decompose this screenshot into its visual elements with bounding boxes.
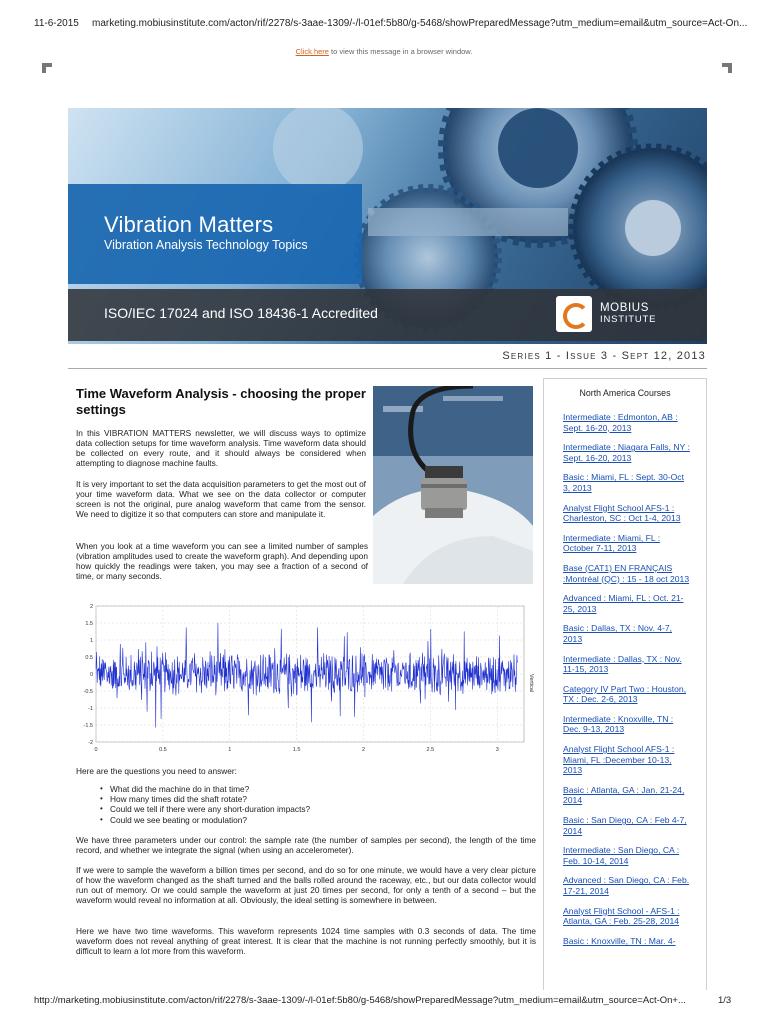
logo-line-1: MOBIUS bbox=[600, 302, 649, 314]
course-link[interactable]: Intermediate : Miami, FL : October 7-11, 2013 bbox=[563, 532, 661, 554]
x-tick-label: 0.5 bbox=[159, 747, 167, 753]
course-link[interactable]: Advanced : Miami, FL : Oct. 21-25, 2013 bbox=[563, 593, 684, 614]
mobius-logo bbox=[556, 294, 701, 334]
issue-line: Series 1 - Issue 3 - Sept 12, 2013 bbox=[502, 350, 706, 362]
print-url: marketing.mobiusinstitute.com/acton/rif/2278/s-3aae-1309/-/l-01ef:5b80/g-5468/showPreparedMessage?utm_medium=email&utm_source=Act-On... bbox=[92, 18, 748, 29]
course-link[interactable]: Advanced : San Diego, CA : Feb. 17-21, 2014 bbox=[563, 875, 690, 896]
page-number: 1/3 bbox=[718, 995, 732, 1006]
y-tick-label: 1.5 bbox=[85, 621, 93, 627]
browser-view-note bbox=[0, 47, 768, 56]
y-tick-label: -1 bbox=[88, 706, 93, 712]
x-tick-label: 2.5 bbox=[426, 747, 435, 753]
sidebar-title: North America Courses bbox=[579, 388, 671, 398]
list-item: • Could we tell if there were any short-duration impacts? bbox=[110, 804, 310, 814]
x-tick-label: 1 bbox=[228, 747, 232, 753]
courses-sidebar bbox=[543, 378, 707, 990]
accelerometer-image bbox=[373, 386, 533, 584]
y-tick-label: 0.5 bbox=[85, 655, 93, 661]
y-tick-label: -2 bbox=[88, 740, 93, 746]
x-tick-label: 2 bbox=[361, 747, 366, 753]
print-date: 11-6-2015 bbox=[34, 18, 79, 29]
course-link[interactable]: Intermediate : Dallas, TX : Nov. 11-15, 2013 bbox=[563, 653, 682, 675]
banner-title: Vibration Matters bbox=[104, 212, 274, 237]
print-header bbox=[0, 0, 768, 36]
time-waveform-chart bbox=[76, 598, 534, 756]
corner-mark-right bbox=[722, 63, 732, 73]
course-link[interactable]: Basic : Miami, FL : Sept. 30-Oct 3, 2013 bbox=[563, 472, 684, 493]
article-paragraph-3: When you look at a time waveform you can see a limited number of samples (vibration amplitudes used to create the waveform graph). And depending upon how quickly the readings were taken, you may see a fraction of a second of time, or many seconds. bbox=[76, 541, 368, 582]
browser-note-text: to view this message in a browser window. bbox=[328, 47, 473, 56]
footer-url: http://marketing.mobiusinstitute.com/acton/rif/2278/s-3aae-1309/-/l-01ef:5b80/g-5468/showPreparedMessage?utm_medium=email&utm_source=Act-On+... bbox=[34, 995, 686, 1006]
course-link[interactable]: Category IV Part Two : Houston, TX : Dec. 2-6, 2013 bbox=[563, 683, 687, 705]
course-link[interactable]: Intermediate : Niagara Falls, NY : Sept. 16-20, 2013 bbox=[563, 442, 690, 463]
article-paragraph-6: Here we have two time waveforms. This waveform represents 1024 time samples with 0.3 seconds of data. The time waveform does not reveal anything of great interest. It is clear that the machine is not running perfectly smoothly, but it is difficult to learn a lot more from this waveform. bbox=[76, 926, 536, 957]
questions-intro: Here are the questions you need to answer: bbox=[76, 766, 237, 776]
article-paragraph-4: We have three parameters under our control: the sample rate (the number of samples per second), the length of the time record, and whether we integrate the signal (when using an accelerometer). bbox=[76, 835, 536, 856]
right-axis-label: Vertical bbox=[528, 674, 534, 693]
y-tick-label: -0.5 bbox=[83, 689, 93, 695]
course-link[interactable]: Basic : Dallas, TX : Nov. 4-7, 2013 bbox=[563, 623, 673, 644]
course-link[interactable]: Intermediate : Edmonton, AB : Sept. 16-20, 2013 bbox=[563, 412, 678, 433]
click-here-link[interactable]: Click here bbox=[295, 47, 329, 56]
sensor-photo bbox=[373, 386, 533, 584]
course-link[interactable]: Intermediate : San Diego, CA : Feb. 10-14, 2014 bbox=[563, 845, 680, 866]
article-paragraph-5: If we were to sample the waveform a billion times per second, and do so for one minute, we would have a very clear picture of how the waveform changed as the shaft turned and the balls rolled around the raceway, etc., but our data collector would run out of memory. Or we could sample the waveform at just 20 times per second, for only a tenth of a second – but the waveform would reveal no information at all. Obviously, the ideal setting is somewhere in between. bbox=[76, 865, 536, 906]
list-item: • What did the machine do in that time? bbox=[110, 784, 310, 794]
course-link[interactable]: Analyst Flight School AFS-1 : Charleston, SC : Oct 1-4, 2013 bbox=[563, 502, 681, 524]
article-title: Time Waveform Analysis - choosing the proper settings bbox=[76, 386, 366, 417]
accreditation-text: ISO/IEC 17024 and ISO 18436-1 Accredited bbox=[104, 305, 378, 321]
newsletter-banner bbox=[68, 108, 707, 344]
course-link[interactable]: Basic : Knoxville, TN : Mar. 4- bbox=[563, 935, 676, 946]
y-tick-label: 0 bbox=[89, 672, 93, 678]
x-tick-label: 0 bbox=[94, 747, 98, 753]
y-tick-label: -1.5 bbox=[83, 723, 93, 729]
corner-mark-left bbox=[42, 63, 52, 73]
x-tick-label: 3 bbox=[495, 747, 499, 753]
waveform-plot bbox=[76, 598, 534, 756]
header-divider bbox=[68, 368, 707, 369]
course-link[interactable]: Basic : San Diego, CA : Feb 4-7, 2014 bbox=[563, 815, 687, 836]
y-tick-label: 2 bbox=[89, 604, 93, 610]
x-tick-label: 1.5 bbox=[292, 747, 301, 753]
mobius-logo-icon bbox=[556, 296, 592, 332]
course-link[interactable]: Analyst Flight School AFS-1 : Miami, FL :December 10-13, 2013 bbox=[563, 744, 675, 776]
logo-line-2: INSTITUTE bbox=[600, 314, 657, 325]
course-link[interactable]: Base (CAT1) EN FRANÇAIS :Montréal (QC) : 15 - 18 oct 2013 bbox=[563, 562, 690, 584]
article-paragraph-2: It is very important to set the data acquisition parameters to get the most out of your time waveform data. What we see on the data collector or computer screen is not the original, pure analog waveform that came from the sensor. We need to digitize it so that computers can store and manipulate it. bbox=[76, 479, 366, 520]
questions-list bbox=[110, 784, 310, 825]
course-link[interactable]: Basic : Atlanta, GA : Jan. 21-24, 2014 bbox=[563, 784, 685, 806]
list-item: • Could we see beating or modulation? bbox=[110, 815, 310, 825]
y-tick-label: 1 bbox=[89, 638, 93, 644]
banner-subtitle: Vibration Analysis Technology Topics bbox=[104, 238, 308, 252]
course-link[interactable]: Intermediate : Knoxville, TN : Dec. 9-13, 2013 bbox=[563, 713, 674, 735]
list-item: • How many times did the shaft rotate? bbox=[110, 794, 310, 804]
article-paragraph-1: In this VIBRATION MATTERS newsletter, we will discuss ways to optimize data collection setups for time waveform analysis. Time waveform data should be collected on every route, and it should always be considered when attempting to diagnose machine faults. bbox=[76, 428, 366, 469]
course-link[interactable]: Analyst Flight School - AFS-1 : Atlanta, GA : Feb. 25-28, 2014 bbox=[563, 905, 680, 927]
